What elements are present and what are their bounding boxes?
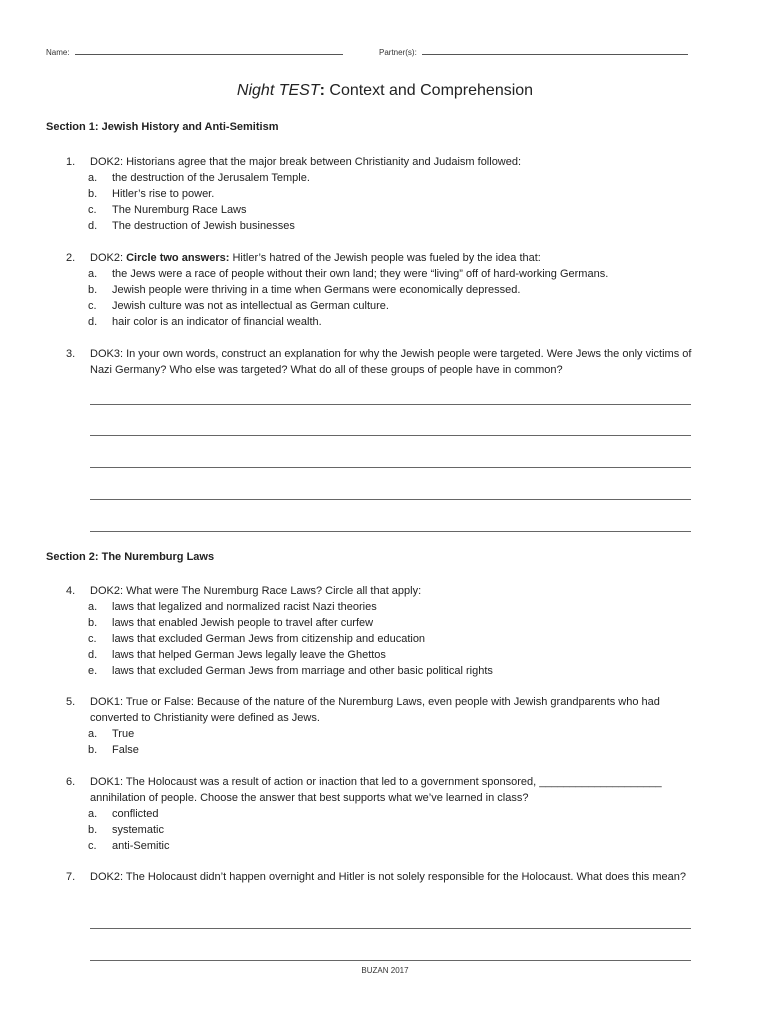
option-letter: d.	[88, 649, 98, 661]
option-item[interactable]	[66, 631, 696, 647]
question-6	[66, 774, 696, 854]
option-item[interactable]	[66, 822, 696, 838]
option-text: conflicted	[112, 808, 159, 820]
section1-heading: Section 1: Jewish History and Anti-Semitism	[46, 121, 279, 133]
option-text: laws that helped German Jews legally leave the Ghettos	[112, 649, 386, 661]
option-item[interactable]	[66, 806, 696, 822]
answer-line[interactable]	[90, 928, 691, 929]
partner-label: Partner(s):	[379, 48, 417, 57]
options-list	[66, 170, 696, 234]
footer-credit: BUZAN 2017	[361, 966, 409, 975]
option-letter: c.	[88, 300, 97, 312]
question-2	[66, 250, 696, 330]
question-prefix: DOK2:	[90, 252, 127, 264]
option-letter: d.	[88, 316, 98, 328]
option-item[interactable]	[66, 266, 696, 282]
question-number: 4.	[66, 585, 76, 597]
question-emphasis: Circle two answers:	[126, 252, 230, 264]
option-letter: b.	[88, 284, 98, 296]
option-letter: a.	[88, 808, 98, 820]
option-letter: b.	[88, 744, 98, 756]
answer-line[interactable]	[90, 467, 691, 468]
question-text: DOK2: The Holocaust didn’t happen overnight and Hitler is not solely responsible for the Holocaust. What does this mean?	[90, 871, 686, 883]
question-text: DOK2: Historians agree that the major break between Christianity and Judaism followed:	[90, 156, 522, 168]
option-letter: c.	[88, 840, 97, 852]
option-text: hair color is an indicator of financial wealth.	[112, 316, 322, 328]
question-text: DOK1: The Holocaust was a result of action or inaction that led to a government sponsored, ____________________ annihilation of people. Choose the answer that best supports what we’ve learned in class?	[90, 776, 662, 804]
option-letter: b.	[88, 617, 98, 629]
question-1	[66, 154, 696, 234]
question-4	[66, 583, 696, 679]
answer-line[interactable]	[90, 960, 691, 961]
option-item[interactable]	[66, 314, 696, 330]
name-blank[interactable]	[75, 46, 343, 55]
option-item[interactable]	[66, 726, 696, 742]
option-text: False	[112, 744, 139, 756]
option-text: The Nuremburg Race Laws	[112, 204, 247, 216]
option-item[interactable]	[66, 282, 696, 298]
option-text: The destruction of Jewish businesses	[112, 220, 295, 232]
name-field	[46, 46, 343, 57]
answer-line[interactable]	[90, 499, 691, 500]
option-text: laws that legalized and normalized racist Nazi theories	[112, 601, 377, 613]
name-label: Name:	[46, 48, 70, 57]
question-number: 5.	[66, 696, 76, 708]
question-body: Hitler’s hatred of the Jewish people was fueled by the idea that:	[229, 252, 541, 264]
option-item[interactable]	[66, 218, 696, 234]
option-letter: a.	[88, 172, 98, 184]
option-letter: c.	[88, 204, 97, 216]
option-text: laws that enabled Jewish people to travel after curfew	[112, 617, 374, 629]
title-rest: Context and Comprehension	[324, 82, 534, 99]
answer-line[interactable]	[90, 531, 691, 532]
question-text: DOK1: True or False: Because of the nature of the Nuremburg Laws, even people with Jewish grandparents who had converted to Christianity were defined as Jews.	[90, 696, 660, 724]
option-text: laws that excluded German Jews from marriage and other basic political rights	[112, 665, 493, 677]
option-item[interactable]	[66, 599, 696, 615]
title-italic: Night TEST	[236, 82, 320, 99]
option-item[interactable]	[66, 742, 696, 758]
question-text	[90, 250, 696, 266]
answer-line[interactable]	[90, 435, 691, 436]
partner-field	[379, 46, 688, 57]
question-7	[66, 869, 696, 885]
question-text: DOK2: What were The Nuremburg Race Laws? Circle all that apply:	[90, 585, 422, 597]
question-number: 7.	[66, 871, 76, 883]
option-text: True	[112, 728, 135, 740]
option-letter: a.	[88, 728, 98, 740]
option-item[interactable]	[66, 663, 696, 679]
option-text: the destruction of the Jerusalem Temple.	[112, 172, 310, 184]
option-text: anti-Semitic	[112, 840, 170, 852]
option-text: Jewish people were thriving in a time when Germans were economically depressed.	[112, 284, 521, 296]
title-colon: :	[319, 82, 325, 99]
question-number: 1.	[66, 156, 76, 168]
option-item[interactable]	[66, 838, 696, 854]
option-item[interactable]	[66, 170, 696, 186]
question-number: 3.	[66, 348, 76, 360]
option-item[interactable]	[66, 186, 696, 202]
option-text: systematic	[112, 824, 164, 836]
option-letter: c.	[88, 633, 97, 645]
options-list	[66, 806, 696, 854]
option-text: Jewish culture was not as intellectual as German culture.	[112, 300, 389, 312]
answer-line[interactable]	[90, 404, 691, 405]
option-text: laws that excluded German Jews from citizenship and education	[112, 633, 426, 645]
partner-blank[interactable]	[422, 46, 688, 55]
question-number: 6.	[66, 776, 76, 788]
option-letter: b.	[88, 824, 98, 836]
option-text: Hitler’s rise to power.	[112, 188, 215, 200]
section2-heading: Section 2: The Nuremburg Laws	[46, 551, 215, 563]
question-5	[66, 694, 696, 758]
options-list	[66, 266, 696, 330]
option-letter: b.	[88, 188, 98, 200]
option-item[interactable]	[66, 647, 696, 663]
option-text: the Jews were a race of people without their own land; they were “living” off of hard-working Germans.	[112, 268, 609, 280]
option-item[interactable]	[66, 202, 696, 218]
option-letter: a.	[88, 601, 98, 613]
option-item[interactable]	[66, 298, 696, 314]
question-3	[66, 346, 696, 378]
question-text: DOK3: In your own words, construct an explanation for why the Jewish people were targeted. Were Jews the only victims of Nazi Germany? Who else was targeted? What do all of these groups of people have in common?	[90, 348, 692, 376]
option-letter: e.	[88, 665, 98, 677]
options-list	[66, 726, 696, 758]
question-number: 2.	[66, 252, 76, 264]
option-item[interactable]	[66, 615, 696, 631]
option-letter: d.	[88, 220, 98, 232]
option-letter: a.	[88, 268, 98, 280]
page-title	[0, 82, 770, 100]
options-list	[66, 599, 696, 679]
